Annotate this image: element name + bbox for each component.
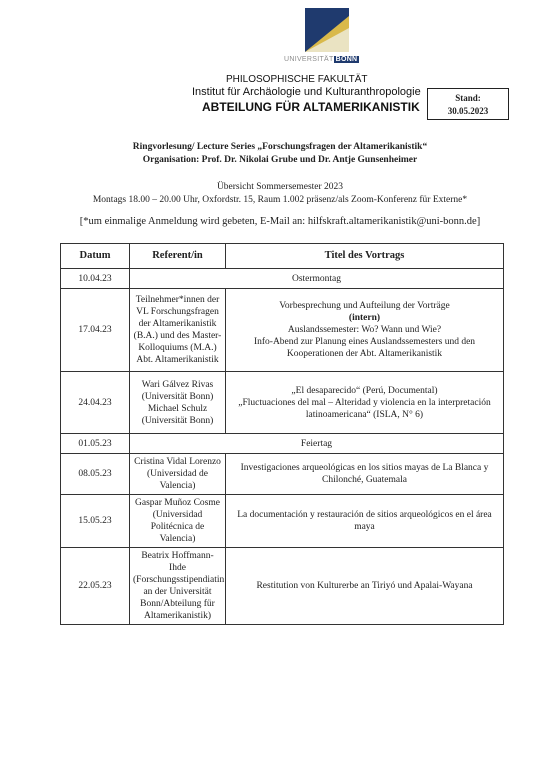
speaker-name: Gaspar Muñoz Cosme bbox=[135, 498, 220, 508]
table-row bbox=[61, 289, 504, 372]
header-date: Datum bbox=[61, 244, 130, 269]
row-speaker bbox=[130, 454, 226, 495]
time-place: Montags 18.00 – 20.00 Uhr, Oxfordstr. 15, Raum 1.002 präsenz/als Zoom-Konferenz für Externe* bbox=[92, 195, 468, 205]
speaker-affiliation: (Universidad de Valencia) bbox=[147, 469, 208, 491]
talk-title: Auslandssemester: Wo? Wann und Wie? bbox=[287, 325, 442, 335]
talk-title: Vorbesprechung und Aufteilung der Vorträge bbox=[279, 301, 450, 311]
row-date: 22.05.23 bbox=[61, 548, 130, 625]
speaker-name: Wari Gálvez Rivas (Universität Bonn) bbox=[141, 379, 214, 402]
row-date: 01.05.23 bbox=[61, 434, 130, 454]
faculty-name: PHILOSOPHISCHE FAKULTÄT bbox=[226, 74, 368, 85]
header-speaker: Referent/in bbox=[130, 244, 226, 269]
row-speaker bbox=[130, 289, 226, 372]
row-speaker bbox=[130, 495, 226, 548]
speaker-affiliation: Abt. Altamerikanistik bbox=[136, 355, 219, 365]
row-title: La documentación y restauración de sitios arqueológicos en el área maya bbox=[226, 495, 504, 548]
table-row bbox=[61, 454, 504, 495]
stand-box bbox=[427, 88, 509, 120]
row-date: 08.05.23 bbox=[61, 454, 130, 495]
table-row bbox=[61, 434, 504, 454]
institute-name: Institut für Archäologie und Kulturanthropologie bbox=[192, 86, 421, 98]
row-date: 15.05.23 bbox=[61, 495, 130, 548]
stand-date: 30.05.2023 bbox=[447, 106, 489, 116]
university-logo-text: UNIVERSITÄT BONN bbox=[284, 56, 358, 63]
header-title: Titel des Vortrags bbox=[226, 244, 504, 269]
table-row bbox=[61, 548, 504, 625]
talk-title-internal: (intern) bbox=[348, 313, 381, 323]
stand-label: Stand: bbox=[455, 93, 481, 103]
row-date: 17.04.23 bbox=[61, 289, 130, 372]
talk-title: „Fluctuaciones del mal – Alteridad y violencia en la interpretación latinoamericana“ (ISLA, N° 6) bbox=[238, 397, 491, 420]
university-logo bbox=[305, 8, 349, 52]
row-title: Investigaciones arqueológicas en los sitios mayas de La Blanca y Chilonché, Guatemala bbox=[226, 454, 504, 495]
row-speaker: Beatrix Hoffmann-Ihde (Forschungsstipendiatin an der Universität Bonn/Abteilung für Altamerikanistik) bbox=[130, 548, 226, 625]
table-row bbox=[61, 372, 504, 434]
speaker-name: Cristina Vidal Lorenzo bbox=[134, 457, 221, 467]
table-header-row bbox=[61, 244, 504, 269]
row-title bbox=[226, 372, 504, 434]
series-title: Ringvorlesung/ Lecture Series „Forschungsfragen der Altamerikanistik“ bbox=[132, 142, 428, 152]
department-name: ABTEILUNG FÜR ALTAMERIKANISTIK bbox=[202, 100, 420, 114]
semester-overview: Übersicht Sommersemester 2023 bbox=[216, 182, 344, 192]
row-date: 24.04.23 bbox=[61, 372, 130, 434]
talk-title: Info-Abend zur Planung eines Auslandssemesters und den Kooperationen der Abt. Altamerikanistik bbox=[253, 337, 476, 359]
speaker-name: Teilnehmer*innen der VL Forschungsfragen der Altamerikanistik (B.A.) und des Master-Kolloquiums (M.A.) bbox=[133, 295, 222, 353]
row-holiday: Ostermontag bbox=[130, 269, 504, 289]
series-organisation: Organisation: Prof. Dr. Nikolai Grube und Dr. Antje Gunsenheimer bbox=[142, 155, 418, 165]
speaker-affiliation: (Universidad Politécnica de Valencia) bbox=[150, 510, 205, 544]
schedule-table bbox=[60, 243, 504, 625]
row-title: Restitution von Kulturerbe an Tiriyó und Apalai-Wayana bbox=[226, 548, 504, 625]
row-title bbox=[226, 289, 504, 372]
table-row bbox=[61, 495, 504, 548]
talk-title: „El desaparecido“ (Perú, Documental) bbox=[291, 385, 438, 396]
row-speaker bbox=[130, 372, 226, 434]
table-row bbox=[61, 269, 504, 289]
registration-note: [*um einmalige Anmeldung wird gebeten, E-Mail an: hilfskraft.altamerikanistik@uni-bonn.de] bbox=[79, 216, 481, 227]
row-date: 10.04.23 bbox=[61, 269, 130, 289]
speaker-name: Michael Schulz (Universität Bonn) bbox=[141, 403, 214, 426]
row-holiday: Feiertag bbox=[130, 434, 504, 454]
